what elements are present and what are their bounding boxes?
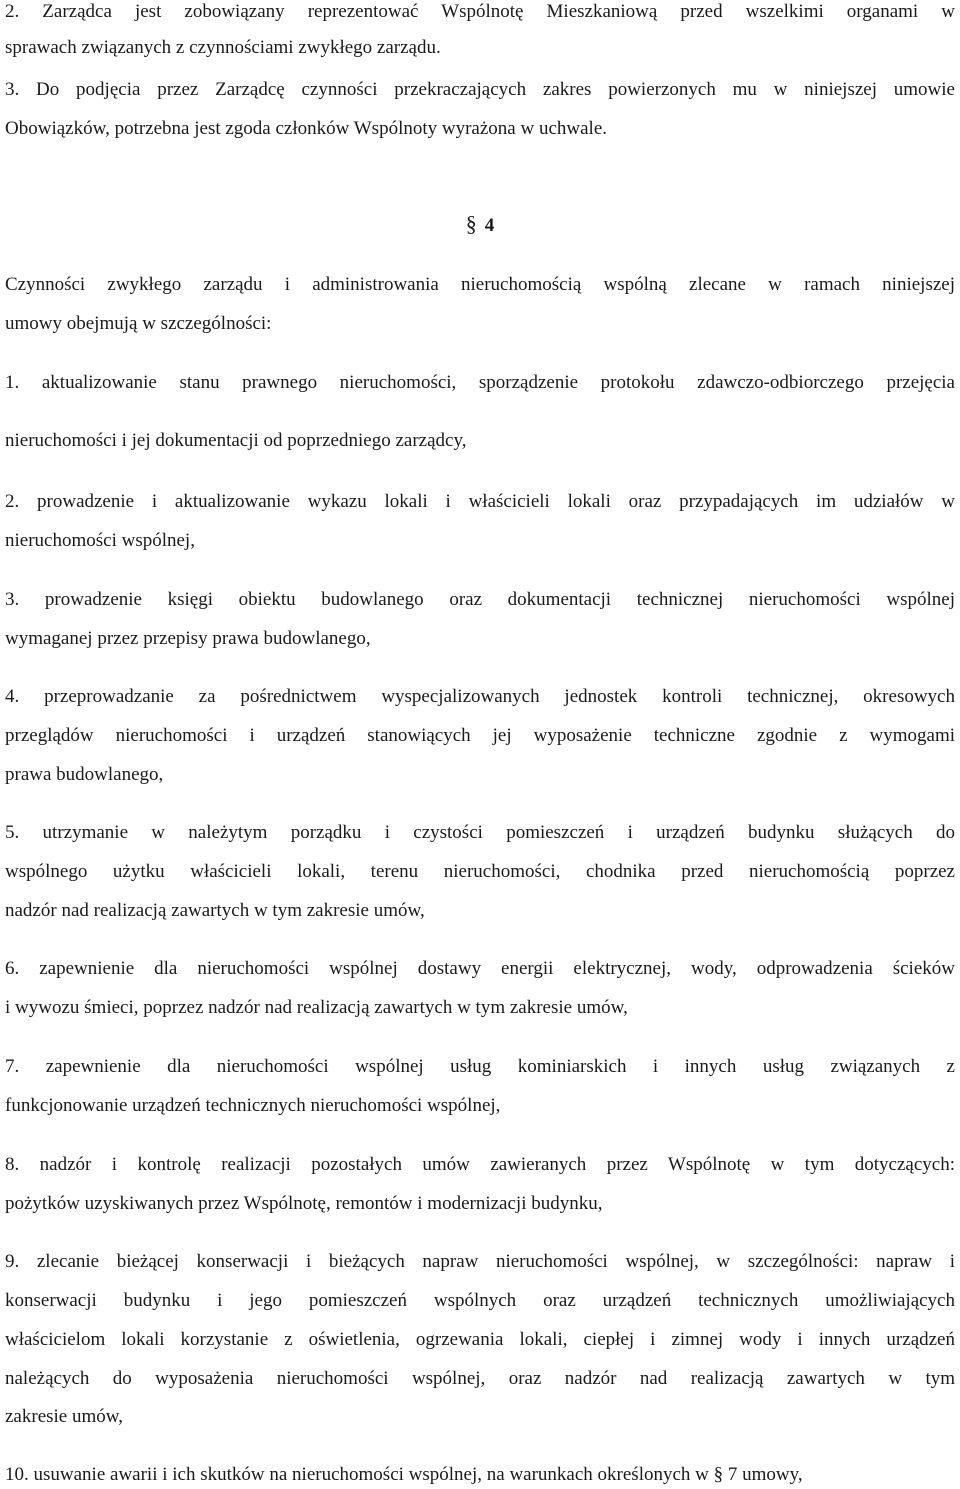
list-item-line: zakresie umów, [5,1406,123,1427]
list-item-line: 3. prowadzenie księgi obiektu budowlanego oraz dokumentacji technicznej nieruchomości wspólnej [5,589,955,610]
list-item-line: prawa budowlanego, [5,764,164,785]
list-item-line: 8. nadzór i kontrolę realizacji pozostałych umów zawieranych przez Wspólnotę w tym dotyczących: [5,1154,955,1175]
list-item-line: 6. zapewnienie dla nieruchomości wspólnej dostawy energii elektrycznej, wody, odprowadzenia ścieków [5,958,955,979]
section-heading [0,212,960,238]
list-item-line: i wywozu śmieci, poprzez nadzór nad realizacją zawartych w tym zakresie umów, [5,997,628,1018]
list-item-line: przeglądów nieruchomości i urządzeń stanowiących jej wyposażenie techniczne zgodnie z wymogami [5,725,955,746]
paragraph-line: Czynności zwykłego zarządu i administrowania nieruchomością wspólną zlecane w ramach niniejszej [5,274,955,295]
list-item-line: 4. przeprowadzanie za pośrednictwem wyspecjalizowanych jednostek kontroli technicznej, okresowych [5,686,955,707]
paragraph-line: umowy obejmują w szczególności: [5,313,272,334]
list-item-line: 1. aktualizowanie stanu prawnego nieruchomości, sporządzenie protokołu zdawczo-odbiorczego przejęcia [5,372,955,393]
paragraph-line: 3. Do podjęcia przez Zarządcę czynności przekraczających zakres powierzonych mu w niniejszej umowie [5,79,955,100]
list-item-line: nieruchomości wspólnej, [5,530,195,551]
list-item-line: wspólnego użytku właścicieli lokali, terenu nieruchomości, chodnika przed nieruchomością poprzez [5,861,955,882]
section-symbol: § [465,211,477,236]
list-item-line: 9. zlecanie bieżącej konserwacji i bieżących napraw nieruchomości wspólnej, w szczególności: napraw i [5,1251,955,1272]
list-item-line: właścicielom lokali korzystanie z oświetlenia, ogrzewania lokali, ciepłej i zimnej wody i innych urządzeń [5,1329,955,1350]
list-item-line: wymaganej przez przepisy prawa budowlanego, [5,628,371,649]
list-item-line: nieruchomości i jej dokumentacji od poprzedniego zarządcy, [5,430,467,451]
list-item-line: pożytków uzyskiwanych przez Wspólnotę, remontów i modernizacji budynku, [5,1193,603,1214]
paragraph-line: 2. Zarządca jest zobowiązany reprezentować Wspólnotę Mieszkaniową przed wszelkimi organami w [5,1,955,22]
list-item-line: 10. usuwanie awarii i ich skutków na nieruchomości wspólnej, na warunkach określonych w § 7 umowy, [5,1464,803,1485]
paragraph-line: sprawach związanych z czynnościami zwykłego zarządu. [5,37,441,58]
list-item-line: funkcjonowanie urządzeń technicznych nieruchomości wspólnej, [5,1095,501,1116]
list-item-line: nadzór nad realizacją zawartych w tym zakresie umów, [5,900,425,921]
list-item-line: należących do wyposażenia nieruchomości wspólnej, oraz nadzór nad realizacją zawartych w tym [5,1368,955,1389]
paragraph-line: Obowiązków, potrzebna jest zgoda członków Wspólnoty wyrażona w uchwale. [5,118,608,139]
section-number: 4 [484,215,495,236]
list-item-line: konserwacji budynku i jego pomieszczeń wspólnych oraz urządzeń technicznych umożliwiających [5,1290,955,1311]
list-item-line: 7. zapewnienie dla nieruchomości wspólnej usług kominiarskich i innych usług związanych z [5,1056,955,1077]
list-item-line: 2. prowadzenie i aktualizowanie wykazu lokali i właścicieli lokali oraz przypadających im udziałów w [5,491,955,512]
list-item-line: 5. utrzymanie w należytym porządku i czystości pomieszczeń i urządzeń budynku służących do [5,822,955,843]
